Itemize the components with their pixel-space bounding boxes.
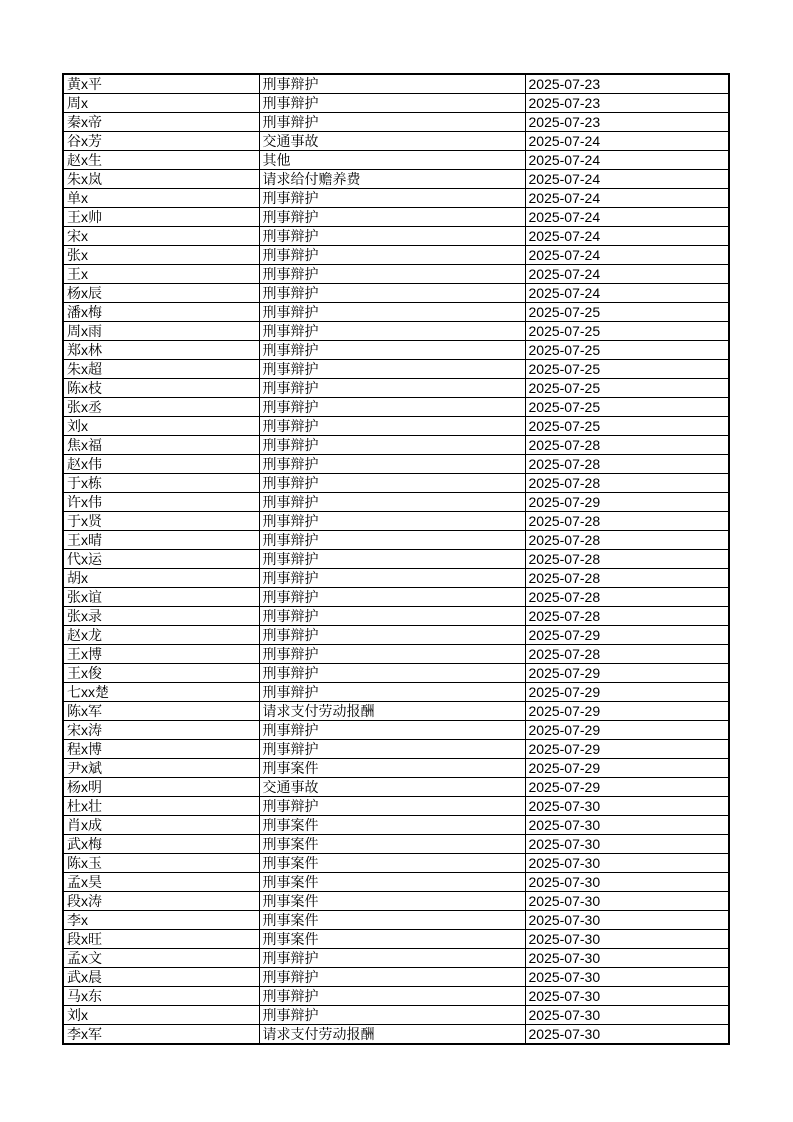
name-cell: 王x帅 <box>63 208 259 227</box>
date-cell: 2025-07-29 <box>525 493 729 512</box>
name-cell: 黄x平 <box>63 74 259 94</box>
name-cell: 刘x <box>63 1006 259 1025</box>
name-cell: 王x晴 <box>63 531 259 550</box>
name-cell: 朱x超 <box>63 360 259 379</box>
table-row <box>63 778 729 797</box>
date-cell: 2025-07-25 <box>525 398 729 417</box>
date-cell: 2025-07-30 <box>525 873 729 892</box>
table-row <box>63 398 729 417</box>
case-type-cell: 刑事案件 <box>259 816 525 835</box>
table-row <box>63 854 729 873</box>
case-table <box>62 73 730 1045</box>
case-table-body <box>63 74 729 1044</box>
date-cell: 2025-07-24 <box>525 189 729 208</box>
case-type-cell: 刑事案件 <box>259 854 525 873</box>
name-cell: 程x博 <box>63 740 259 759</box>
case-type-cell: 刑事辩护 <box>259 398 525 417</box>
table-row <box>63 113 729 132</box>
date-cell: 2025-07-25 <box>525 360 729 379</box>
name-cell: 焦x福 <box>63 436 259 455</box>
table-row <box>63 531 729 550</box>
case-type-cell: 刑事辩护 <box>259 740 525 759</box>
date-cell: 2025-07-28 <box>525 455 729 474</box>
table-row <box>63 588 729 607</box>
name-cell: 宋x <box>63 227 259 246</box>
table-row <box>63 816 729 835</box>
date-cell: 2025-07-30 <box>525 911 729 930</box>
case-type-cell: 刑事辩护 <box>259 569 525 588</box>
name-cell: 七xx楚 <box>63 683 259 702</box>
name-cell: 段x旺 <box>63 930 259 949</box>
table-row <box>63 968 729 987</box>
date-cell: 2025-07-24 <box>525 227 729 246</box>
date-cell: 2025-07-28 <box>525 436 729 455</box>
case-type-cell: 刑事案件 <box>259 759 525 778</box>
date-cell: 2025-07-28 <box>525 645 729 664</box>
date-cell: 2025-07-30 <box>525 854 729 873</box>
table-row <box>63 455 729 474</box>
table-row <box>63 911 729 930</box>
date-cell: 2025-07-23 <box>525 74 729 94</box>
name-cell: 陈x玉 <box>63 854 259 873</box>
case-type-cell: 刑事辩护 <box>259 512 525 531</box>
case-type-cell: 交通事故 <box>259 132 525 151</box>
date-cell: 2025-07-28 <box>525 569 729 588</box>
case-type-cell: 刑事辩护 <box>259 664 525 683</box>
name-cell: 张x <box>63 246 259 265</box>
date-cell: 2025-07-30 <box>525 987 729 1006</box>
date-cell: 2025-07-25 <box>525 322 729 341</box>
case-type-cell: 刑事辩护 <box>259 626 525 645</box>
table-row <box>63 1025 729 1045</box>
case-type-cell: 其他 <box>259 151 525 170</box>
case-type-cell: 刑事辩护 <box>259 588 525 607</box>
case-type-cell: 请求支付劳动报酬 <box>259 702 525 721</box>
case-type-cell: 刑事辩护 <box>259 74 525 94</box>
table-row <box>63 550 729 569</box>
name-cell: 杨x明 <box>63 778 259 797</box>
date-cell: 2025-07-23 <box>525 94 729 113</box>
table-row <box>63 303 729 322</box>
date-cell: 2025-07-24 <box>525 246 729 265</box>
table-row <box>63 607 729 626</box>
table-row <box>63 759 729 778</box>
table-row <box>63 132 729 151</box>
date-cell: 2025-07-25 <box>525 379 729 398</box>
date-cell: 2025-07-30 <box>525 797 729 816</box>
date-cell: 2025-07-29 <box>525 740 729 759</box>
name-cell: 肖x成 <box>63 816 259 835</box>
date-cell: 2025-07-30 <box>525 968 729 987</box>
name-cell: 孟x文 <box>63 949 259 968</box>
name-cell: 许x伟 <box>63 493 259 512</box>
date-cell: 2025-07-28 <box>525 474 729 493</box>
name-cell: 赵x龙 <box>63 626 259 645</box>
name-cell: 张x丞 <box>63 398 259 417</box>
case-type-cell: 刑事辩护 <box>259 1006 525 1025</box>
name-cell: 秦x帝 <box>63 113 259 132</box>
case-type-cell: 刑事案件 <box>259 835 525 854</box>
table-row <box>63 341 729 360</box>
case-type-cell: 刑事辩护 <box>259 968 525 987</box>
date-cell: 2025-07-23 <box>525 113 729 132</box>
date-cell: 2025-07-24 <box>525 208 729 227</box>
date-cell: 2025-07-30 <box>525 1025 729 1045</box>
table-row <box>63 569 729 588</box>
case-type-cell: 请求支付劳动报酬 <box>259 1025 525 1045</box>
table-row <box>63 512 729 531</box>
case-type-cell: 刑事辩护 <box>259 341 525 360</box>
name-cell: 潘x梅 <box>63 303 259 322</box>
table-row <box>63 645 729 664</box>
table-row <box>63 873 729 892</box>
name-cell: 张x谊 <box>63 588 259 607</box>
name-cell: 陈x枝 <box>63 379 259 398</box>
date-cell: 2025-07-29 <box>525 683 729 702</box>
table-row <box>63 683 729 702</box>
name-cell: 陈x军 <box>63 702 259 721</box>
table-row <box>63 379 729 398</box>
date-cell: 2025-07-28 <box>525 588 729 607</box>
date-cell: 2025-07-24 <box>525 170 729 189</box>
name-cell: 武x晨 <box>63 968 259 987</box>
name-cell: 于x贤 <box>63 512 259 531</box>
case-type-cell: 刑事辩护 <box>259 455 525 474</box>
case-type-cell: 刑事辩护 <box>259 360 525 379</box>
case-type-cell: 刑事辩护 <box>259 987 525 1006</box>
case-type-cell: 刑事辩护 <box>259 721 525 740</box>
table-row <box>63 493 729 512</box>
case-type-cell: 刑事辩护 <box>259 949 525 968</box>
name-cell: 段x涛 <box>63 892 259 911</box>
table-row <box>63 436 729 455</box>
date-cell: 2025-07-25 <box>525 303 729 322</box>
date-cell: 2025-07-30 <box>525 892 729 911</box>
name-cell: 王x <box>63 265 259 284</box>
name-cell: 尹x斌 <box>63 759 259 778</box>
table-row <box>63 227 729 246</box>
case-type-cell: 刑事辩护 <box>259 303 525 322</box>
table-row <box>63 835 729 854</box>
name-cell: 杜x壮 <box>63 797 259 816</box>
case-type-cell: 刑事辩护 <box>259 436 525 455</box>
table-row <box>63 417 729 436</box>
name-cell: 周x雨 <box>63 322 259 341</box>
table-row <box>63 74 729 94</box>
date-cell: 2025-07-29 <box>525 664 729 683</box>
table-row <box>63 1006 729 1025</box>
case-type-cell: 刑事辩护 <box>259 322 525 341</box>
name-cell: 谷x芳 <box>63 132 259 151</box>
date-cell: 2025-07-25 <box>525 417 729 436</box>
table-row <box>63 892 729 911</box>
date-cell: 2025-07-24 <box>525 132 729 151</box>
table-row <box>63 246 729 265</box>
case-type-cell: 刑事辩护 <box>259 607 525 626</box>
case-type-cell: 刑事辩护 <box>259 94 525 113</box>
table-row <box>63 949 729 968</box>
date-cell: 2025-07-30 <box>525 835 729 854</box>
name-cell: 张x录 <box>63 607 259 626</box>
date-cell: 2025-07-29 <box>525 759 729 778</box>
case-type-cell: 刑事辩护 <box>259 531 525 550</box>
name-cell: 代x运 <box>63 550 259 569</box>
case-type-cell: 请求给付赡养费 <box>259 170 525 189</box>
table-row <box>63 189 729 208</box>
date-cell: 2025-07-29 <box>525 626 729 645</box>
table-row <box>63 721 729 740</box>
date-cell: 2025-07-25 <box>525 341 729 360</box>
name-cell: 王x博 <box>63 645 259 664</box>
case-type-cell: 刑事辩护 <box>259 683 525 702</box>
case-type-cell: 交通事故 <box>259 778 525 797</box>
name-cell: 王x俊 <box>63 664 259 683</box>
name-cell: 李x军 <box>63 1025 259 1045</box>
date-cell: 2025-07-30 <box>525 949 729 968</box>
name-cell: 孟x昊 <box>63 873 259 892</box>
date-cell: 2025-07-24 <box>525 265 729 284</box>
date-cell: 2025-07-30 <box>525 930 729 949</box>
table-row <box>63 702 729 721</box>
table-row <box>63 930 729 949</box>
table-row <box>63 265 729 284</box>
table-row <box>63 322 729 341</box>
case-type-cell: 刑事辩护 <box>259 265 525 284</box>
date-cell: 2025-07-29 <box>525 702 729 721</box>
date-cell: 2025-07-28 <box>525 531 729 550</box>
name-cell: 周x <box>63 94 259 113</box>
name-cell: 宋x涛 <box>63 721 259 740</box>
case-type-cell: 刑事辩护 <box>259 208 525 227</box>
table-row <box>63 208 729 227</box>
case-type-cell: 刑事辩护 <box>259 474 525 493</box>
name-cell: 朱x岚 <box>63 170 259 189</box>
date-cell: 2025-07-29 <box>525 778 729 797</box>
table-row <box>63 797 729 816</box>
date-cell: 2025-07-24 <box>525 151 729 170</box>
table-row <box>63 360 729 379</box>
date-cell: 2025-07-24 <box>525 284 729 303</box>
case-type-cell: 刑事案件 <box>259 873 525 892</box>
date-cell: 2025-07-30 <box>525 816 729 835</box>
name-cell: 马x东 <box>63 987 259 1006</box>
date-cell: 2025-07-28 <box>525 550 729 569</box>
case-type-cell: 刑事案件 <box>259 892 525 911</box>
name-cell: 赵x生 <box>63 151 259 170</box>
case-type-cell: 刑事辩护 <box>259 417 525 436</box>
case-type-cell: 刑事辩护 <box>259 797 525 816</box>
case-type-cell: 刑事辩护 <box>259 227 525 246</box>
date-cell: 2025-07-29 <box>525 721 729 740</box>
case-type-cell: 刑事辩护 <box>259 493 525 512</box>
case-type-cell: 刑事案件 <box>259 930 525 949</box>
table-row <box>63 474 729 493</box>
case-type-cell: 刑事案件 <box>259 911 525 930</box>
name-cell: 单x <box>63 189 259 208</box>
case-type-cell: 刑事辩护 <box>259 189 525 208</box>
case-type-cell: 刑事辩护 <box>259 379 525 398</box>
table-row <box>63 740 729 759</box>
date-cell: 2025-07-30 <box>525 1006 729 1025</box>
name-cell: 李x <box>63 911 259 930</box>
name-cell: 于x栋 <box>63 474 259 493</box>
name-cell: 刘x <box>63 417 259 436</box>
case-type-cell: 刑事辩护 <box>259 550 525 569</box>
case-type-cell: 刑事辩护 <box>259 246 525 265</box>
table-row <box>63 170 729 189</box>
name-cell: 武x梅 <box>63 835 259 854</box>
case-type-cell: 刑事辩护 <box>259 284 525 303</box>
table-row <box>63 664 729 683</box>
table-row <box>63 626 729 645</box>
table-row <box>63 987 729 1006</box>
name-cell: 赵x伟 <box>63 455 259 474</box>
date-cell: 2025-07-28 <box>525 607 729 626</box>
name-cell: 杨x辰 <box>63 284 259 303</box>
table-row <box>63 94 729 113</box>
name-cell: 郑x林 <box>63 341 259 360</box>
table-row <box>63 151 729 170</box>
name-cell: 胡x <box>63 569 259 588</box>
case-type-cell: 刑事辩护 <box>259 645 525 664</box>
case-type-cell: 刑事辩护 <box>259 113 525 132</box>
date-cell: 2025-07-28 <box>525 512 729 531</box>
table-row <box>63 284 729 303</box>
